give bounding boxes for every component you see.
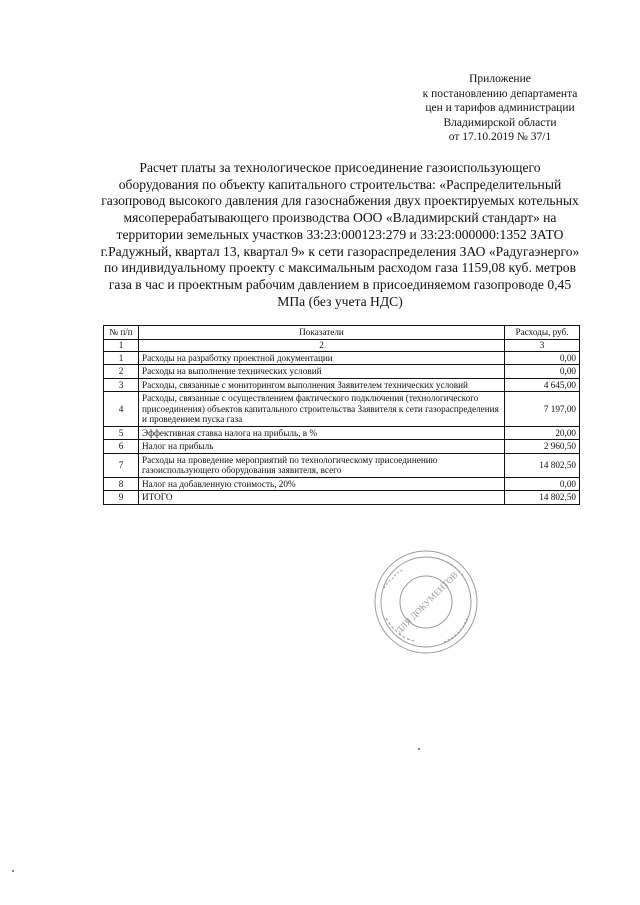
row-value: 0,00 xyxy=(505,351,580,365)
row-value: 2 960,50 xyxy=(505,440,580,454)
table-row xyxy=(104,440,580,454)
row-num: 8 xyxy=(104,477,139,491)
row-name: Эффективная ставка налога на прибыль, в % xyxy=(139,426,505,440)
row-value: 20,00 xyxy=(505,426,580,440)
appendix-line: к постановлению департамента xyxy=(422,87,578,100)
row-num: 2 xyxy=(104,365,139,379)
appendix-line: от 17.10.2019 № 37/1 xyxy=(448,131,552,143)
table-row xyxy=(104,453,580,477)
row-value: 7 197,00 xyxy=(505,392,580,427)
table-row xyxy=(104,392,580,427)
row-name: Расходы, связанные с осуществлением фактического подключения (технологического присоединения) объектов капитального строительства Заявителя к сети газораспределения и проведением пуска газа xyxy=(139,392,505,427)
index-cell: 3 xyxy=(505,339,580,351)
row-num: 1 xyxy=(104,351,139,365)
title-line: мясоперерабатывающего производства ООО «Владимирский стандарт» на xyxy=(123,210,557,226)
table-index-row xyxy=(104,339,580,351)
row-name: Налог на добавленную стоимость, 20% xyxy=(139,477,505,491)
appendix-block xyxy=(402,72,598,145)
title-line: оборудования по объекту капитального строительства: «Распределительный xyxy=(118,176,562,192)
table-row xyxy=(104,477,580,491)
row-name: Расходы на разработку проектной документации xyxy=(139,351,505,365)
title-line: территории земельных участков 33:23:000123:279 и 33:23:000000:1352 ЗАТО xyxy=(116,226,564,242)
table-row xyxy=(104,365,580,379)
header-num: № п/п xyxy=(104,326,139,340)
row-name: Расходы на выполнение технических условий xyxy=(139,365,505,379)
table-header-row xyxy=(104,326,580,340)
row-value: 14 802,50 xyxy=(505,453,580,477)
row-name: Налог на прибыль xyxy=(139,440,505,454)
row-num: 6 xyxy=(104,440,139,454)
table-row xyxy=(104,378,580,392)
row-num: 9 xyxy=(104,491,139,505)
title-line: газа в час и проектным рабочим давлением в присоединяемом газопроводе 0,45 xyxy=(108,276,572,292)
row-num: 5 xyxy=(104,426,139,440)
title-line: по индивидуальному проекту с максимальным расходом газа 1159,08 куб. метров xyxy=(103,260,577,276)
row-value: 14 802,50 xyxy=(505,491,580,505)
index-cell: 1 xyxy=(104,339,139,351)
title-line: Расчет платы за технологическое присоединение газоиспользующего xyxy=(139,160,541,175)
cost-table xyxy=(103,325,580,505)
title-line: г.Радужный, квартал 13, квартал 9» к сети газораспределения ЗАО «Радугаэнерго» xyxy=(100,243,580,259)
scan-speck xyxy=(418,748,420,750)
table-row xyxy=(104,426,580,440)
header-name: Показатели xyxy=(139,326,505,340)
row-num: 7 xyxy=(104,453,139,477)
stamp-worn-arc xyxy=(444,616,468,642)
row-value: 4 645,00 xyxy=(505,378,580,392)
appendix-line: Приложение xyxy=(469,73,531,85)
row-num: 4 xyxy=(104,392,139,427)
document-title xyxy=(70,160,610,310)
appendix-line: цен и тарифов администрации xyxy=(425,102,575,114)
scan-speck xyxy=(12,870,14,872)
row-name: Расходы на проведение мероприятий по технологическому присоединению газоиспользующего оборудования заявителя, всего xyxy=(139,453,505,477)
row-value: 0,00 xyxy=(505,477,580,491)
header-value: Расходы, руб. xyxy=(505,326,580,340)
row-name: ИТОГО xyxy=(139,491,505,505)
title-line: МПа (без учета НДС) xyxy=(277,293,403,309)
table-row xyxy=(104,351,580,365)
stamp-text: ДЛЯ ДОКУМЕНТОВ xyxy=(393,569,460,636)
row-num: 3 xyxy=(104,378,139,392)
row-value: 0,00 xyxy=(505,365,580,379)
index-cell: 2 xyxy=(139,339,505,351)
appendix-line: Владимирской области xyxy=(443,116,557,129)
title-line: газопровод высокого давления для газоснабжения двух проектируемых котельных xyxy=(101,193,579,209)
row-name: Расходы, связанные с мониторингом выполнения Заявителем технических условий xyxy=(139,378,505,392)
table-row xyxy=(104,491,580,505)
official-stamp xyxy=(372,548,480,656)
